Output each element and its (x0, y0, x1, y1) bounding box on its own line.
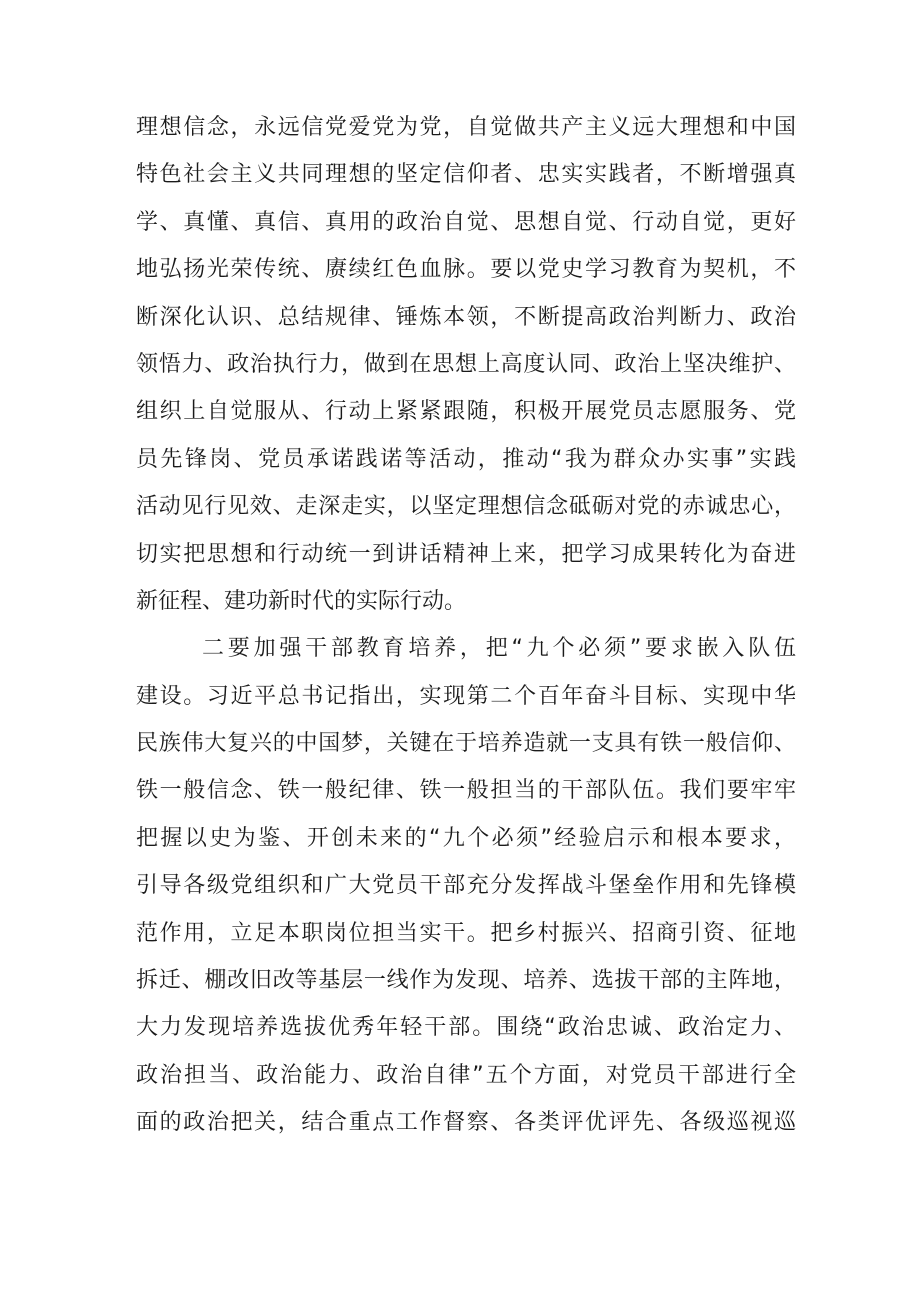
text-line: 范作用，立足本职岗位担当实干。把乡村振兴、招商引资、征地 (136, 920, 796, 946)
text-line: 活动见行见效、走深走实，以坚定理想信念砥砺对党的赤诚忠心， (136, 494, 796, 520)
text-line: 建设。习近平总书记指出，实现第二个百年奋斗目标、实现中华 (136, 683, 796, 709)
text-line: 大力发现培养选拔优秀年轻干部。围绕“政治忠诚、政治定力、 (136, 1015, 796, 1041)
text-line: 地弘扬光荣传统、赓续红色血脉。要以党史学习教育为契机，不 (136, 257, 796, 283)
text-line: 领悟力、政治执行力，做到在思想上高度认同、政治上坚决维护、 (136, 351, 796, 377)
text-line: 面的政治把关，结合重点工作督察、各类评优评先、各级巡视巡 (136, 1110, 796, 1136)
text-line-paragraph-end: 新征程、建功新时代的实际行动。 (136, 588, 467, 614)
text-line: 切实把思想和行动统一到讲话精神上来，把学习成果转化为奋进 (136, 541, 796, 567)
text-line: 民族伟大复兴的中国梦，关键在于培养造就一支具有铁一般信仰、 (136, 731, 796, 757)
text-line: 理想信念，永远信党爱党为党，自觉做共产主义远大理想和中国 (136, 115, 796, 140)
text-line: 把握以史为鉴、开创未来的“九个必须”经验启示和根本要求， (136, 825, 796, 851)
text-line: 学、真懂、真信、真用的政治自觉、思想自觉、行动自觉，更好 (136, 209, 796, 235)
text-line-paragraph-start: 二要加强干部教育培养，把“九个必须”要求嵌入队伍 (202, 636, 796, 662)
text-line: 特色社会主义共同理想的坚定信仰者、忠实实践者，不断增强真 (136, 162, 796, 188)
text-line: 断深化认识、总结规律、锤炼本领，不断提高政治判断力、政治 (136, 304, 796, 330)
text-line: 组织上自觉服从、行动上紧紧跟随，积极开展党员志愿服务、党 (136, 399, 796, 425)
text-line: 引导各级党组织和广大党员干部充分发挥战斗堡垒作用和先锋模 (136, 873, 796, 899)
text-line: 铁一般信念、铁一般纪律、铁一般担当的干部队伍。我们要牢牢 (136, 778, 796, 804)
text-line: 拆迁、棚改旧改等基层一线作为发现、培养、选拔干部的主阵地， (136, 968, 796, 994)
text-line: 员先锋岗、党员承诺践诺等活动，推动“我为群众办实事”实践 (136, 446, 796, 472)
document-body (136, 104, 796, 1147)
text-line: 政治担当、政治能力、政治自律”五个方面，对党员干部进行全 (136, 1062, 796, 1088)
